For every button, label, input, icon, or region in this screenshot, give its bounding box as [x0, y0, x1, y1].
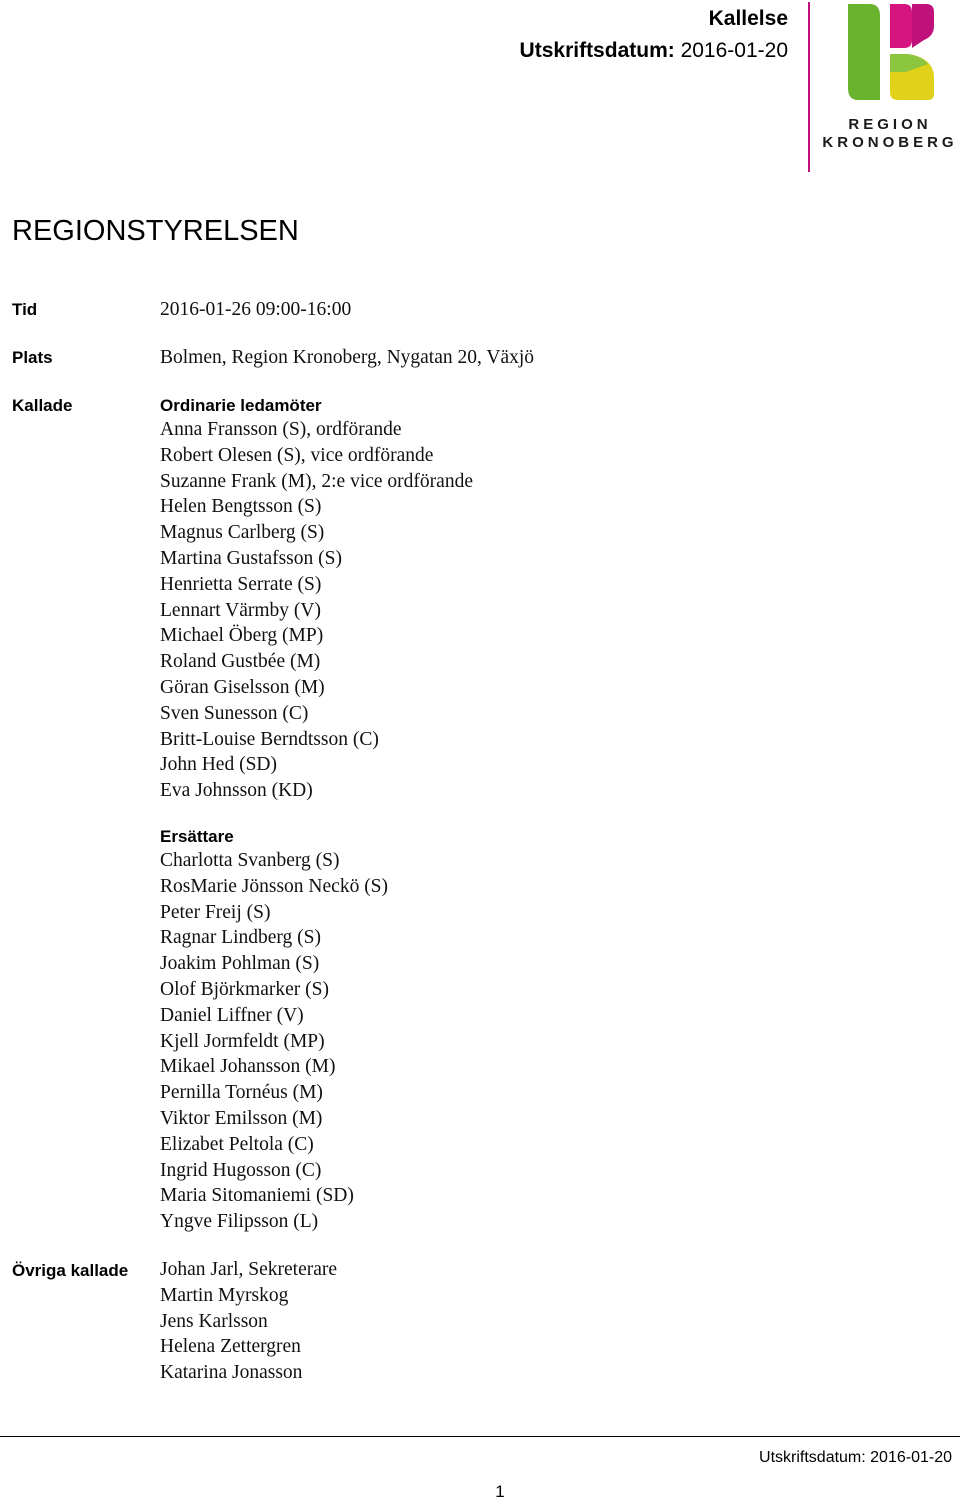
tid-label: Tid: [12, 300, 38, 319]
ersattare-heading: Ersättare: [160, 827, 234, 846]
list-item: Michael Öberg (MP): [160, 625, 324, 647]
list-item: John Hed (SD): [160, 754, 277, 776]
list-item: RosMarie Jönsson Neckö (S): [160, 875, 389, 897]
list-item: Göran Giselsson (M): [160, 676, 325, 698]
list-item: Lennart Värmby (V): [160, 599, 321, 621]
ordinarie-list: [160, 417, 473, 804]
ersattare-list: [160, 848, 388, 1235]
list-item: Mikael Johansson (M): [160, 1056, 336, 1078]
footer-print-date: Utskriftsdatum: 2016-01-20: [759, 1449, 952, 1466]
tid-value: 2016-01-26 09:00-16:00: [160, 299, 352, 320]
list-item: Kjell Jormfeldt (MP): [160, 1030, 325, 1052]
document-type: Kallelse: [708, 7, 788, 30]
list-item: Sven Sunesson (C): [160, 702, 309, 724]
region-kronoberg-logo-icon: [846, 2, 936, 102]
kallade-label: Kallade: [12, 396, 73, 415]
list-item: Martin Myrskog: [160, 1284, 289, 1306]
list-item: Johan Jarl, Sekreterare: [160, 1259, 338, 1280]
list-item: Roland Gustbée (M): [160, 651, 321, 673]
list-item: Henrietta Serrate (S): [160, 573, 322, 595]
logo-text-kronoberg: KRONOBERG: [822, 134, 958, 151]
list-item: Charlotta Svanberg (S): [160, 850, 340, 871]
header-divider: [808, 2, 810, 172]
page-title: REGIONSTYRELSEN: [12, 215, 299, 247]
ovriga-list: [160, 1257, 337, 1386]
list-item: Joakim Pohlman (S): [160, 953, 320, 975]
ordinarie-heading: Ordinarie ledamöter: [160, 396, 322, 415]
list-item: Robert Olesen (S), vice ordförande: [160, 444, 434, 466]
ovriga-label: Övriga kallade: [12, 1261, 129, 1280]
list-item: Katarina Jonasson: [160, 1362, 303, 1384]
list-item: Martina Gustafsson (S): [160, 547, 342, 569]
plats-label: Plats: [12, 348, 53, 367]
list-item: Viktor Emilsson (M): [160, 1107, 323, 1129]
list-item: Suzanne Frank (M), 2:e vice ordförande: [160, 470, 473, 492]
print-date: [520, 38, 788, 64]
list-item: Ingrid Hugosson (C): [160, 1159, 322, 1181]
print-date-label: Utskriftsdatum:: [519, 39, 675, 62]
list-item: Peter Freij (S): [160, 901, 271, 923]
list-item: Eva Johnsson (KD): [160, 780, 313, 802]
list-item: Britt-Louise Berndtsson (C): [160, 728, 379, 750]
list-item: Pernilla Tornéus (M): [160, 1082, 323, 1104]
list-item: Magnus Carlberg (S): [160, 522, 325, 544]
list-item: Daniel Liffner (V): [160, 1004, 304, 1026]
logo-wordmark: [822, 116, 958, 152]
page-number: 1: [495, 1482, 505, 1501]
list-item: Anna Fransson (S), ordförande: [160, 419, 402, 440]
list-item: Elizabet Peltola (C): [160, 1133, 314, 1155]
list-item: Helen Bengtsson (S): [160, 496, 322, 518]
list-item: Ragnar Lindberg (S): [160, 927, 322, 949]
list-item: Jens Karlsson: [160, 1310, 268, 1332]
plats-value: Bolmen, Region Kronoberg, Nygatan 20, Växjö: [160, 347, 535, 368]
list-item: Helena Zettergren: [160, 1336, 301, 1358]
logo-text-region: REGION: [848, 116, 932, 133]
list-item: Maria Sitomaniemi (SD): [160, 1185, 354, 1207]
list-item: Yngve Filipsson (L): [160, 1211, 319, 1233]
list-item: Olof Björkmarker (S): [160, 978, 329, 1000]
print-date-value: 2016-01-20: [680, 39, 788, 62]
footer-divider: [0, 1436, 960, 1437]
